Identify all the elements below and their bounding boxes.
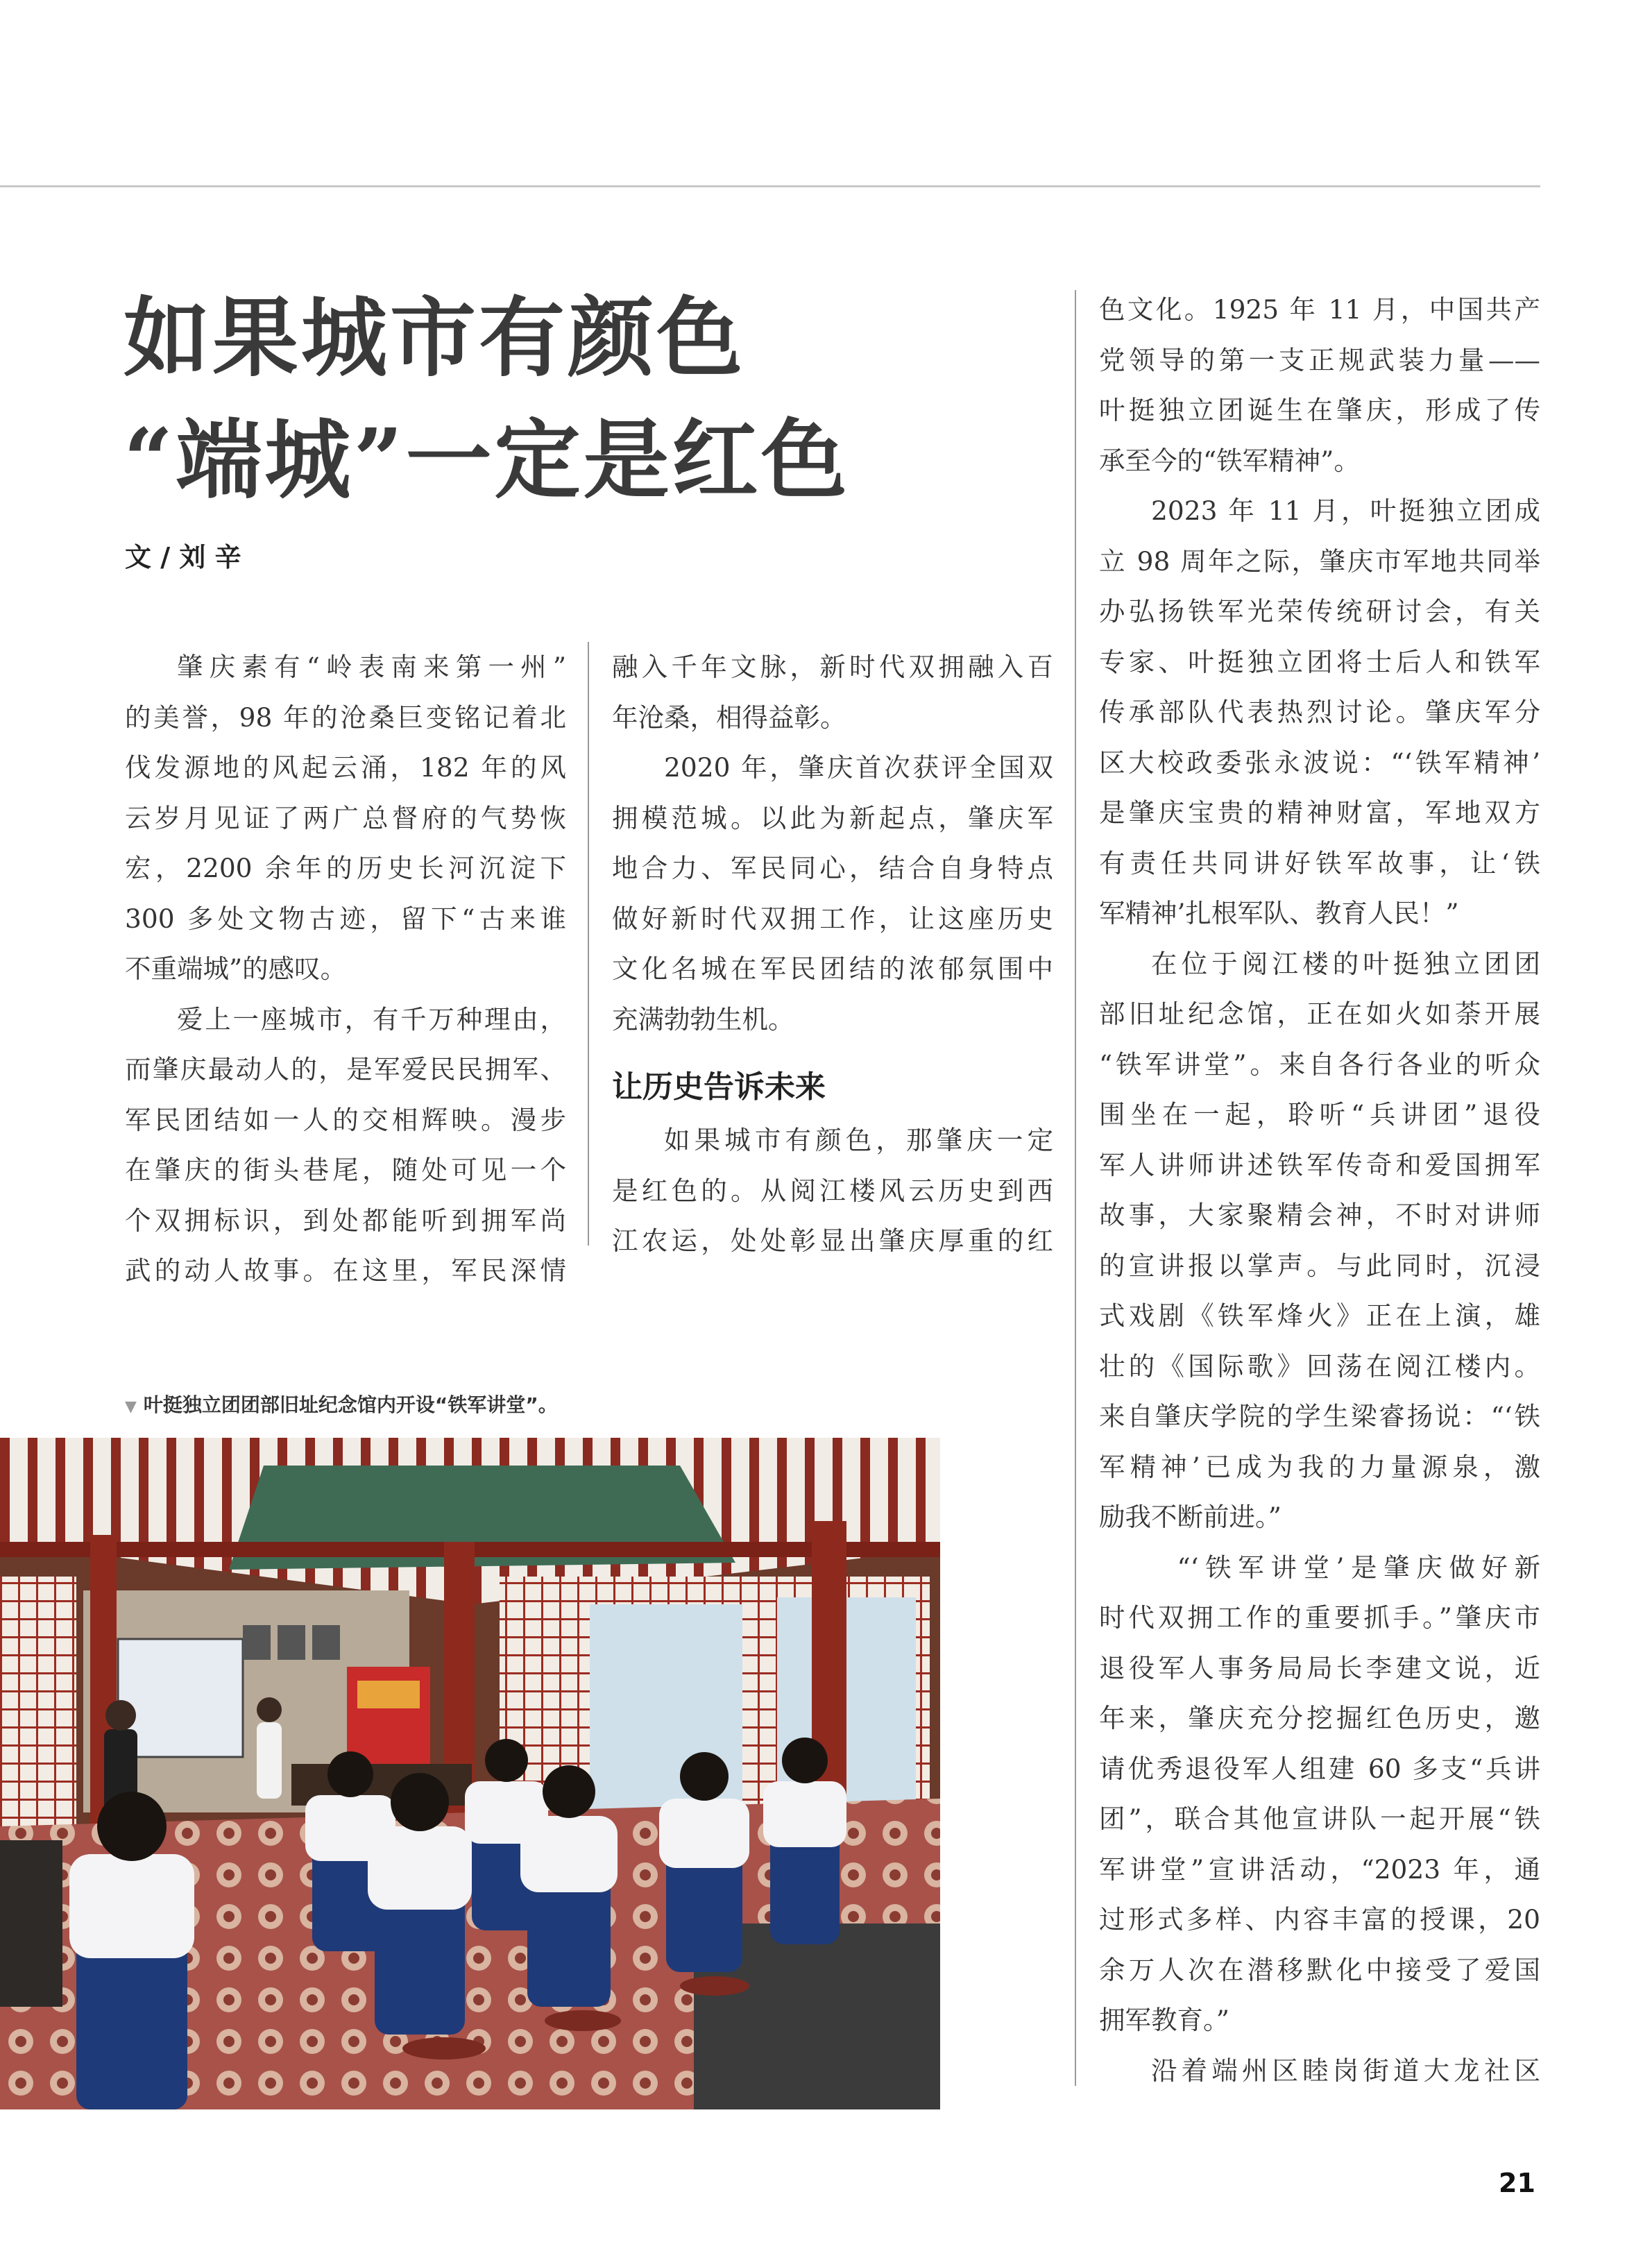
body-line: 时代双拥工作的重要抓手。”肇庆市 — [1099, 1602, 1540, 1633]
body-line: 伐发源地的风起云涌，182 年的风 — [125, 752, 566, 783]
caption-text: 叶挺独立团团部旧址纪念馆内开设“铁军讲堂”。 — [143, 1393, 558, 1416]
body-line: 不重端城”的感叹。 — [125, 953, 347, 984]
body-line: 做好新时代双拥工作，让这座历史 — [612, 903, 1053, 934]
body-line: 而肇庆最动人的，是军爱民民拥军、 — [125, 1054, 566, 1085]
banner-panel — [357, 1681, 420, 1708]
body-line: 融入千年文脉，新时代双拥融入百 — [612, 652, 1053, 682]
body-line: 拥模范城。以此为新起点，肇庆军 — [612, 802, 1053, 833]
body-line: 300 多处文物古迹，留下“古来谁 — [125, 903, 566, 934]
body-line: “‘铁军讲堂’是肇庆做好新 — [1177, 1552, 1540, 1583]
page-number: 21 — [1499, 2168, 1535, 2198]
body-line: 军讲堂”宣讲活动，“2023 年，通 — [1099, 1853, 1540, 1885]
top-rule — [0, 185, 1540, 187]
down-triangle-icon: ▼ — [125, 1398, 137, 1416]
body-line: 专家、叶挺独立团将士后人和铁军 — [1099, 646, 1540, 677]
body-line: 拥军教育。” — [1099, 2005, 1229, 2035]
body-line: 在位于阅江楼的叶挺独立团团 — [1151, 948, 1540, 979]
body-line: 文化名城在军民团结的浓郁氛围中 — [612, 953, 1053, 984]
body-line: 请优秀退役军人组建 60 多支“兵讲 — [1099, 1753, 1540, 1784]
body-line: 爱上一座城市，有千万种理由， — [177, 1003, 566, 1035]
body-line: 围坐在一起，聆听“兵讲团”退役 — [1099, 1099, 1540, 1130]
classroom-photo — [0, 1438, 940, 2109]
body-line: 军精神’扎根军队、教育人民！” — [1099, 898, 1459, 928]
body-line: 如果城市有颜色，那肇庆一定 — [664, 1125, 1053, 1155]
body-line: 壮的《国际歌》回荡在阅江楼内。 — [1099, 1350, 1540, 1382]
body-line: 的美誉，98 年的沧桑巨变铭记着北 — [125, 702, 566, 733]
body-line: 沿着端州区睦岗街道大龙社区 — [1151, 2055, 1540, 2086]
column-2 — [612, 642, 1053, 1266]
body-line: 式戏剧《铁军烽火》正在上演，雄 — [1099, 1300, 1540, 1331]
body-line: 的宣讲报以掌声。与此同时，沉浸 — [1099, 1250, 1540, 1281]
body-line: 立 98 周年之际，肇庆市军地共同举 — [1099, 545, 1540, 577]
classroom-illustration — [0, 1438, 940, 2109]
title-line-2: “端城”一定是红色 — [124, 410, 850, 511]
body-line: 武的动人故事。在这里，军民深情 — [125, 1255, 566, 1286]
body-line: 党领导的第一支正规武装力量—— — [1099, 344, 1540, 375]
body-line: 在肇庆的街头巷尾，随处可见一个 — [125, 1155, 566, 1185]
body-line: “铁军讲堂”。来自各行各业的听众 — [1099, 1048, 1540, 1080]
body-line: 承至今的“铁军精神”。 — [1099, 445, 1360, 476]
body-line: 肇庆素有“岭表南来第一州” — [177, 652, 566, 682]
body-line: 2023 年 11 月，叶挺独立团成 — [1151, 495, 1540, 526]
body-line: 充满勃勃生机。 — [612, 1003, 794, 1035]
body-line: 是肇庆宝贵的精神财富，军地双方 — [1099, 797, 1540, 828]
byline: 文 / 刘 辛 — [125, 542, 241, 572]
column-1 — [125, 642, 566, 1296]
column-3 — [1099, 285, 1540, 2096]
column-divider-1 — [588, 642, 589, 1246]
body-line: 是红色的。从阅江楼风云历史到西 — [612, 1175, 1053, 1206]
body-line: 2020 年，肇庆首次获评全国双 — [664, 752, 1053, 783]
body-line: 宏，2200 余年的历史长河沉淀下 — [125, 853, 566, 883]
body-line: 云岁月见证了两广总督府的气势恢 — [125, 802, 566, 833]
body-line: 传承部队代表热烈讨论。肇庆军分 — [1099, 697, 1540, 727]
body-line: 故事，大家聚精会神，不时对讲师 — [1099, 1200, 1540, 1230]
body-line: 江农运，处处彰显出肇庆厚重的红 — [612, 1225, 1053, 1256]
body-line: 部旧址纪念馆，正在如火如荼开展 — [1099, 999, 1540, 1029]
body-line: 叶挺独立团诞生在肇庆，形成了传 — [1099, 395, 1540, 425]
body-line: 军精神’已成为我的力量源泉，激 — [1099, 1451, 1540, 1482]
body-line: 年来，肇庆充分挖掘红色历史，邀 — [1099, 1703, 1540, 1733]
body-line: 团”，联合其他宣讲队一起开展“铁 — [1099, 1803, 1540, 1834]
body-line: 退役军人事务局局长李建文说，近 — [1099, 1652, 1540, 1683]
column-divider-2 — [1075, 290, 1076, 2086]
body-line: 区大校政委张永波说：“‘铁军精神’ — [1099, 747, 1540, 778]
body-line: 有责任共同讲好铁军故事，让‘铁 — [1099, 847, 1540, 878]
body-line: 年沧桑，相得益彰。 — [612, 702, 846, 733]
photo-caption — [125, 1390, 558, 1418]
body-line: 励我不断前进。” — [1099, 1502, 1281, 1532]
body-line: 地合力、军民同心，结合自身特点 — [612, 853, 1053, 883]
title-line-1: 如果城市有颜色 — [124, 288, 746, 389]
body-line: 余万人次在潜移默化中接受了爱国 — [1099, 1954, 1540, 1985]
body-line: 色文化。1925 年 11 月，中国共产 — [1099, 294, 1540, 325]
body-line: 军人讲师讲述铁军传奇和爱国拥军 — [1099, 1149, 1540, 1180]
section-heading: 让历史告诉未来 — [612, 1069, 826, 1105]
article-title — [124, 278, 850, 522]
body-line: 来自肇庆学院的学生梁睿扬说：“‘铁 — [1099, 1401, 1540, 1432]
body-line: 办弘扬铁军光荣传统研讨会，有关 — [1099, 596, 1540, 627]
body-line: 军民团结如一人的交相辉映。漫步 — [125, 1104, 566, 1135]
body-line: 过形式多样、内容丰富的授课，20 — [1099, 1904, 1540, 1935]
body-line: 个双拥标识，到处都能听到拥军尚 — [125, 1205, 566, 1236]
